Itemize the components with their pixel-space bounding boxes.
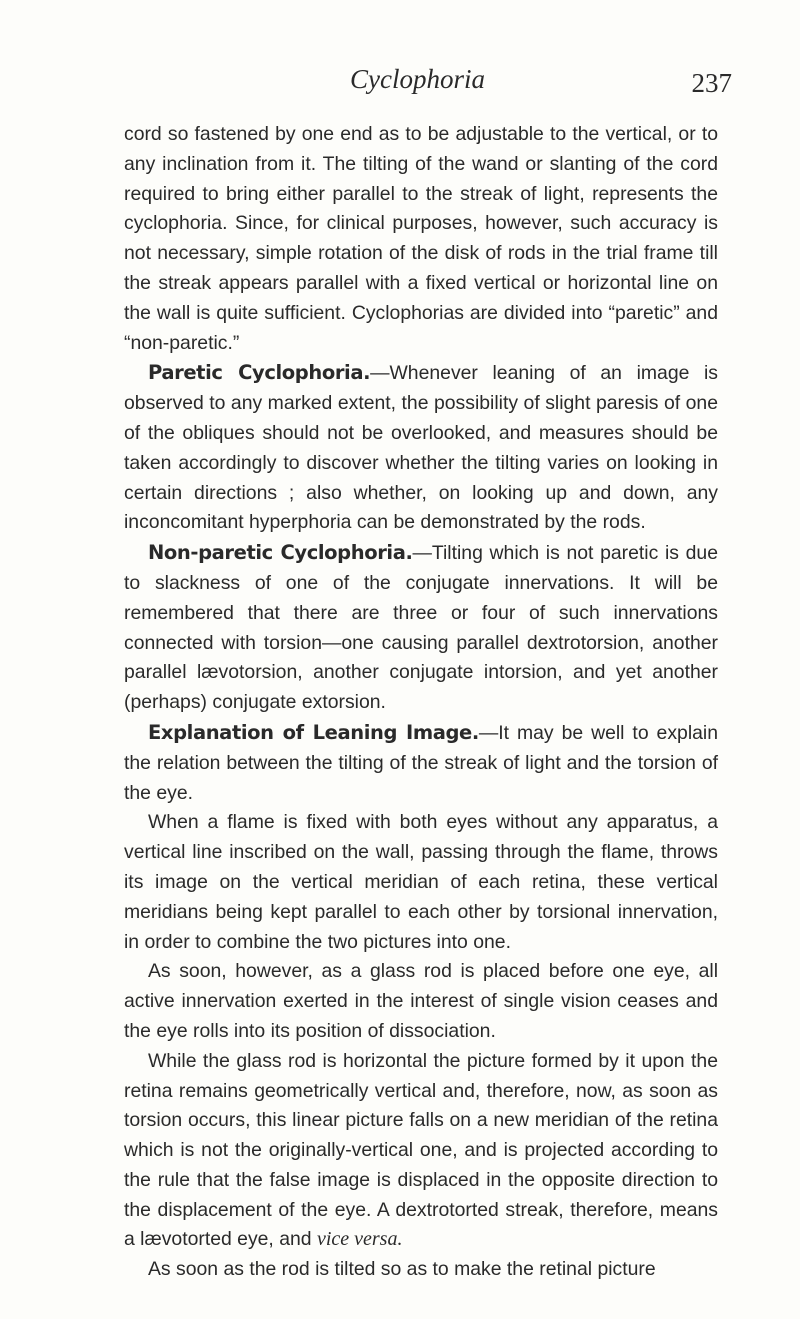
- body-text: [124, 120, 718, 1285]
- paragraph-explanation-text: —It may be well to explain the relation between the tilting of the streak of light and the torsion of the eye.: [124, 721, 718, 804]
- paragraph-non-paretic: [124, 538, 718, 718]
- paragraph-paretic-text: —Whenever leaning of an image is observed to any marked extent, the possibility of slight paresis of one of the obliques should not be overlooked, and measures should be taken accordingly to discover whether the tilting varies on looking in certain directions ; also whether, on looking up and down, any inconcomitant hyperphoria can be demonstrated by the rods.: [124, 362, 718, 534]
- paragraph-non-paretic-text: —Tilting which is not paretic is due to slackness of one of the conjugate innervations. It will be remembered that there are three or four of such innervations connected with torsion—one causing parallel dextrotorsion, another parallel lævotorsion, another conjugate intorsion, and yet another (perhaps) conjugate extorsion.: [124, 542, 719, 714]
- page-header: [125, 64, 732, 104]
- paragraph-paretic: [124, 358, 718, 538]
- paragraph-continuation: cord so fastened by one end as to be adjustable to the vertical, or to any inclination from it. The tilting of the wand or slanting of the cord required to bring either parallel to the streak of light, represents the cyclophoria. Since, for clinical purposes, however, such accuracy is not necessary, simple rotation of the disk of rods in the trial frame till the streak appears parallel with a fixed vertical or horizontal line on the wall is quite sufficient. Cyclophorias are divided into “paretic” and “non-paretic.”: [124, 123, 718, 354]
- page-number: 237: [691, 68, 732, 98]
- section-heading-non-paretic: Non-paretic Cyclophoria.: [148, 541, 413, 565]
- paragraph-tilted-rod: As soon as the rod is tilted so as to make the retinal picture: [148, 1258, 656, 1281]
- paragraph-horizontal-rod: [124, 1047, 718, 1256]
- section-heading-explanation: Explanation of Leaning Image.: [148, 720, 479, 744]
- running-title: Cyclophoria: [350, 64, 485, 94]
- paragraph-horizontal-rod-text: While the glass rod is horizontal the picture formed by it upon the retina remains geometrically vertical and, therefore, now, as soon as torsion occurs, this linear picture falls on a new meridian of the retina which is not the originally-vertical one, and is projected according to the rule that the false image is displaced in the opposite direction to the displacement of the eye. A dextrotorted streak, therefore, means a lævotorted eye, and: [124, 1049, 718, 1251]
- paragraph-explanation: [124, 718, 718, 808]
- paragraph-glass-rod: As soon, however, as a glass rod is placed before one eye, all active innervation exerted in the interest of single vision ceases and the eye rolls into its position of dissociation.: [124, 960, 718, 1042]
- vice-versa-italic: vice versa.: [316, 1228, 403, 1251]
- section-heading-paretic: Paretic Cyclophoria.: [148, 361, 371, 385]
- paragraph-flame: When a flame is fixed with both eyes without any apparatus, a vertical line inscribed on the wall, passing through the flame, throws its image on the vertical meridian of each retina, these vertical meridians being kept parallel to each other by torsional innervation, in order to combine the two pictures into one.: [124, 811, 718, 953]
